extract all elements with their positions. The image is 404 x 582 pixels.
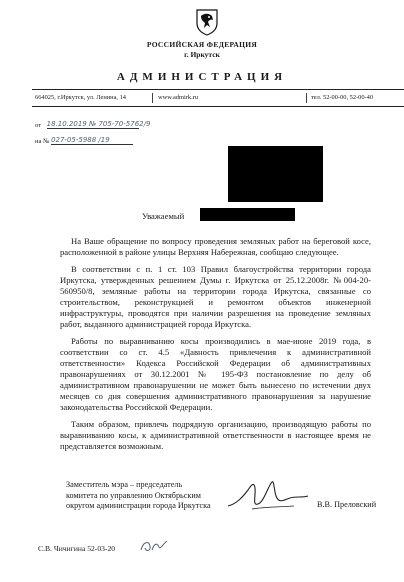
signatory-line: комитета по управлению Октябрьским <box>66 490 201 500</box>
header-bottom-rule <box>32 106 404 107</box>
redacted-addressee-name <box>200 208 295 221</box>
signer-name: В.В. Преловский <box>317 500 377 509</box>
handwritten-signature <box>224 476 310 514</box>
handwritten-initials <box>139 538 169 554</box>
executor-contact: С.В. Чичигина 52-03-20 <box>38 544 116 553</box>
organization-phone: тел. 52-00-00, 52-00-40 <box>311 94 374 101</box>
country-name: РОССИЙСКАЯ ФЕДЕРАЦИЯ <box>146 40 258 49</box>
signatory-line: округом администрации города Иркутска <box>66 501 211 510</box>
organization-website: www.admirk.ru <box>158 94 199 101</box>
paragraph: Таким образом, привлечь подрядную организацию, производящую работы по выравниванию косы, к административной ответственности в настоящее время не представляется возможным. <box>60 419 371 451</box>
organization-title: АДМИНИСТРАЦИЯ <box>116 71 288 83</box>
city-name: г. Иркутск <box>184 50 220 59</box>
incoming-ref-line <box>51 136 133 145</box>
paragraph: На Ваше обращение по вопросу проведения земляных работ на береговой косе, расположенной в районе улицы Верхняя Набережная, сообщаю следующее. <box>60 236 371 257</box>
redacted-addressee-block <box>228 146 323 202</box>
contact-separator <box>306 93 307 103</box>
header-top-rule <box>32 89 404 90</box>
outgoing-number-line <box>46 120 151 129</box>
organization-address: 664025, г.Иркутск, ул. Ленина, 14 <box>35 94 126 101</box>
contact-separator <box>152 93 153 103</box>
salutation: Уважаемый <box>142 211 185 221</box>
incoming-ref-value: 027-05-5988 /19 <box>51 136 110 144</box>
incoming-ref-label: на № <box>35 138 50 145</box>
outgoing-date-label: от <box>35 122 42 129</box>
letter-body <box>60 236 371 458</box>
incoming-reference <box>35 136 133 145</box>
signatory-line: Заместитель мэра – председатель <box>66 480 183 489</box>
paragraph: Работы по выравниванию косы производились в мае-июне 2019 года, в соответствии со ст. 4.5 «Давность привлечения к административной ответственности» Кодекса Российской Федерации об административных правонарушениях от 30.12.2001 № 195-ФЗ постановление по делу об административном правонарушении не может быть вынесено по истечении двух месяцев со дня совершения административного правонарушения за нарушение законодательства Российской Федерации. <box>60 336 371 412</box>
outgoing-number-value: 18.10.2019 № 705-70-5762/9 <box>46 120 151 128</box>
outgoing-registration <box>35 120 151 129</box>
signatory-position <box>66 480 211 512</box>
coat-of-arms-icon <box>195 8 219 36</box>
paragraph: В соответствии с п. 1 ст. 103 Правил благоустройства территории города Иркутска, утвержденных решением Думы г. Иркутска от 25.12.2008г. №004-20-560950/8, земляные работы на территории города Иркутска, связанные со строительством, реконструкцией и ремонтом объектов инженерной инфраструктуры, проводятся при наличии разрешения на проведение земляных работ, выданного администрацией города Иркутска. <box>60 264 371 329</box>
